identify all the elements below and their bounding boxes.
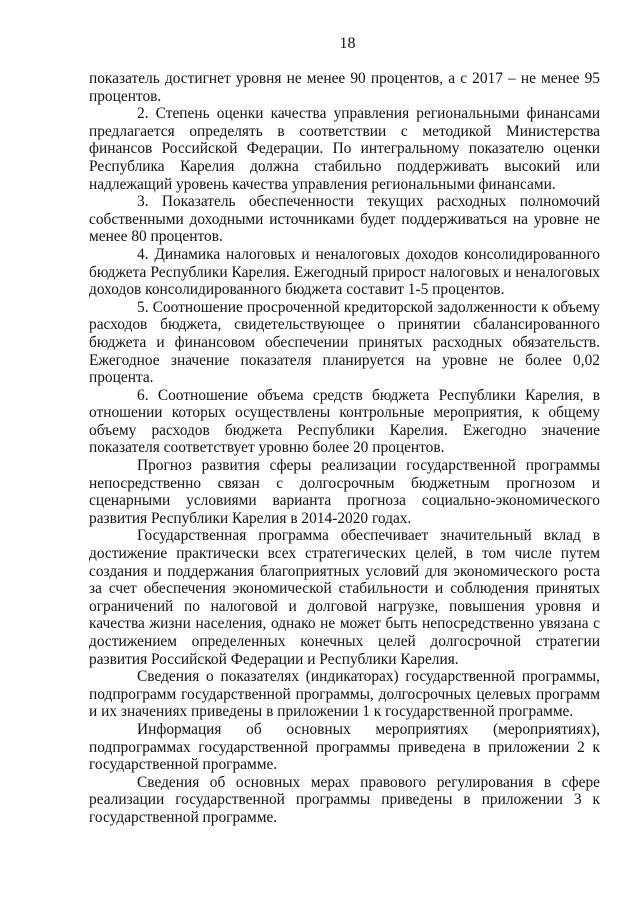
paragraph-program-contribution: Государственная программа обеспечивает значительный вклад в достижение практически всех стратегических целей, в том числе путем создания и поддержания благоприятных условий для экономического роста за счет обеспечения экономической стабильности и соблюдения принятых ограничений по налоговой и долговой нагрузке, повышения уровня и качества жизни населения, однако не может быть непосредственно увязана с достижением определенных конечных целей долгосрочной стратегии развития Российской Федерации и Республики Карелия.	[89, 527, 600, 668]
paragraph-continuation: показатель достигнет уровня не менее 90 процентов, а с 2017 – не менее 95 процентов.	[89, 70, 600, 105]
paragraph-item-6: 6. Соотношение объема средств бюджета Республики Карелия, в отношении которых осуществлены контрольные мероприятия, к общему объему расходов бюджета Республики Карелия. Ежегодно значение показателя соответствует уровню более 20 процентов.	[89, 386, 600, 457]
paragraph-indicators-info: Сведения о показателях (индикаторах) государственной программы, подпрограмм государственной программы, долгосрочных целевых программ и их значениях приведены в приложении 1 к государственной программе.	[89, 668, 600, 721]
paragraph-legal-regulation-info: Сведения об основных мерах правового регулирования в сфере реализации государственной программы приведены в приложении 3 к государственной программе.	[89, 773, 600, 826]
paragraph-item-5: 5. Соотношение просроченной кредиторской задолженности к объему расходов бюджета, свидетельствующее о принятии сбалансированного бюджета и финансовом обеспечении принятых расходных обязательств. Ежегодное значение показателя планируется на уровне не более 0,02 процента.	[89, 298, 600, 387]
paragraph-measures-info: Информация об основных мероприятиях (мероприятиях), подпрограммах государственной программы приведена в приложении 2 к государственной программе.	[89, 720, 600, 774]
paragraph-item-4: 4. Динамика налоговых и неналоговых доходов консолидированного бюджета Республики Карелия. Ежегодный прирост налоговых и неналоговых доходов консолидированного бюджета составит 1-5 процентов.	[89, 245, 600, 299]
paragraph-item-3: 3. Показатель обеспеченности текущих расходных полномочий собственными доходными источниками будет поддерживаться на уровне не менее 80 процентов.	[89, 193, 600, 246]
paragraph-forecast: Прогноз развития сферы реализации государственной программы непосредственно связан с долгосрочным бюджетным прогнозом и сценарными условиями варианта прогноза социально-экономического развития Республики Карелия в 2014-2020 годах.	[89, 457, 600, 527]
page-number: 18	[339, 35, 356, 52]
paragraph-item-2: 2. Степень оценки качества управления региональными финансами предлагается определять в соответствии с методикой Министерства финансов Российской Федерации. По интегральному показателю оценки Республика Карелия должна стабильно поддерживать высокий или надлежащий уровень качества управления региональными финансами.	[89, 105, 600, 193]
